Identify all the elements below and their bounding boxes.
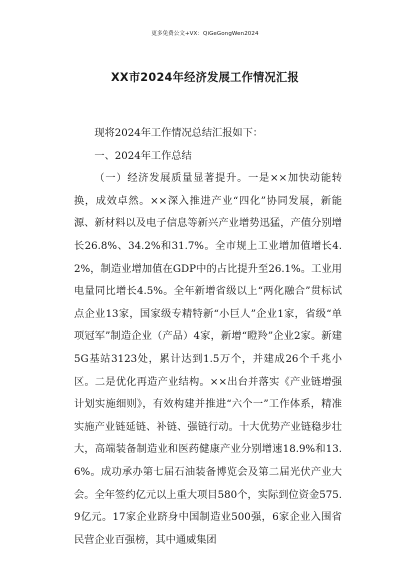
section-heading: 一、2024年工作总结: [94, 150, 192, 162]
header-note: 更多免费公文+VX：QiGeGongWen2024: [151, 31, 259, 37]
document-body: [74, 123, 342, 552]
document-title: XX市2024年经济发展工作情况汇报: [110, 71, 300, 84]
intro-paragraph: 现将2024年工作情况总结汇报如下：: [94, 128, 263, 139]
body-paragraph: （一）经济发展质量显著提升。一是××加快动能转换，成效卓然。××深入推进产业“四化”协同发展，新能源、新材料以及电子信息等新兴产业增势迅猛，产值分别增长26.8%、34.2%和31.7%。全市规上工业增加值增长4.2%，制造业增加值在GDP中的占比提升至26.1%。工业用电量同比增长4.5%。全年新增省级以上“两化融合”贯标试点企业13家，国家级专精特新“小巨人”企业1家，省级“单项冠军”制造企业（产品）4家，新增“瞪羚”企业2家。新建5G基站3123处，累计达到1.5万个，并建成26个千兆小区。二是优化再造产业结构。××出台并落实《产业链增强计划实施细则》，有效构建并推进“六个一”工作体系，精准实施产业链延链、补链、强链行动。十大优势产业链稳步壮大，高端装备制造业和医药健康产业分别增速18.9%和13.6%。成功承办第七届石油装备博览会及第二届光伏产业大会。全年签约亿元以上重大项目580个，实际到位资金575.9亿元。17家企业跻身中国制造业500强，6家企业入围省民营企业百强榜，其中通威集团: [74, 173, 342, 546]
